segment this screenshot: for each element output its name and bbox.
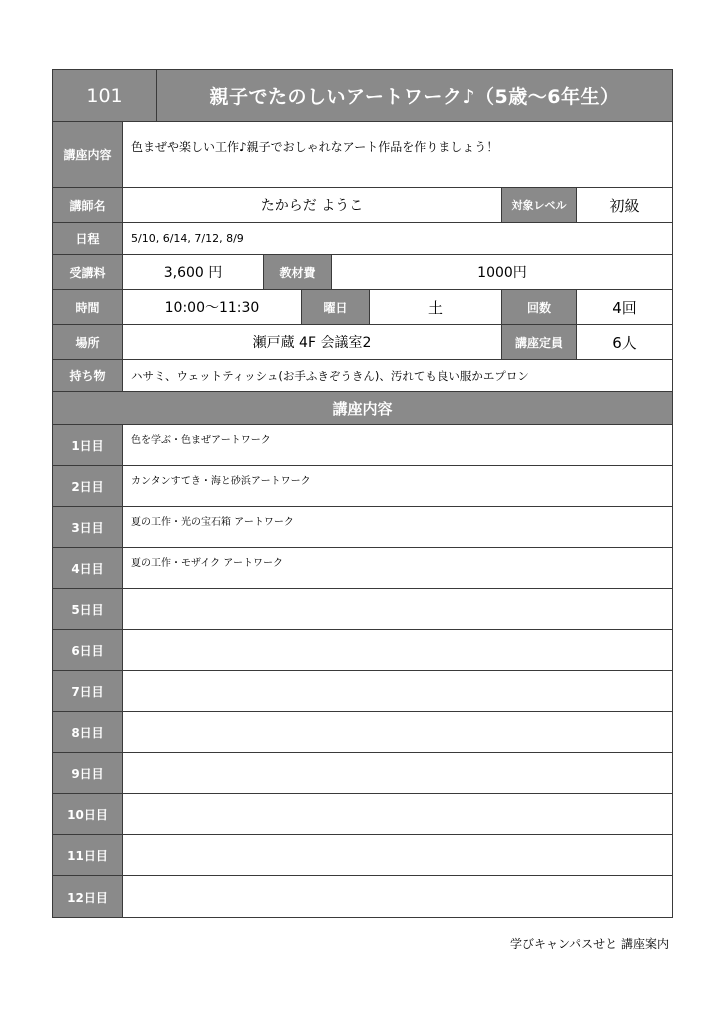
session-content <box>122 671 672 711</box>
schedule-row <box>53 223 672 255</box>
overview-row <box>53 122 672 188</box>
session-content <box>122 589 672 629</box>
session-content <box>122 753 672 793</box>
session-label: 1日目 <box>53 425 122 465</box>
level-value: 初級 <box>576 188 672 222</box>
venue-value: 瀬戸蔵 4F 会議室2 <box>122 325 501 359</box>
materials-fee-label: 教材費 <box>263 255 331 289</box>
session-label: 7日目 <box>53 671 122 711</box>
instructor-label: 講師名 <box>53 188 122 222</box>
session-label: 3日目 <box>53 507 122 547</box>
course-sheet <box>52 69 673 918</box>
capacity-value: 6人 <box>576 325 672 359</box>
time-row <box>53 290 672 325</box>
schedule-label: 日程 <box>53 223 122 254</box>
session-row <box>53 466 672 507</box>
session-row <box>53 753 672 794</box>
materials-fee-value: 1000円 <box>331 255 672 289</box>
sessions-count-value: 4回 <box>576 290 672 324</box>
session-content: 夏の工作・光の宝石箱 アートワーク <box>122 507 672 547</box>
weekday-label: 曜日 <box>301 290 369 324</box>
session-content <box>122 835 672 875</box>
session-content <box>122 876 672 917</box>
session-content: 色を学ぶ・色まぜアートワーク <box>122 425 672 465</box>
session-content: 夏の工作・モザイク アートワーク <box>122 548 672 588</box>
course-title: 親子でたのしいアートワーク♪（5歳～6年生） <box>156 70 672 121</box>
session-content: カンタンすてき・海と砂浜アートワーク <box>122 466 672 506</box>
session-label: 9日目 <box>53 753 122 793</box>
fee-value: 3,600 円 <box>122 255 263 289</box>
session-label: 8日目 <box>53 712 122 752</box>
venue-row <box>53 325 672 360</box>
belongings-label: 持ち物 <box>53 360 122 391</box>
session-row <box>53 794 672 835</box>
schedule-value: 5/10, 6/14, 7/12, 8/9 <box>122 223 672 254</box>
course-number: 101 <box>53 70 156 121</box>
overview-text: 色まぜや楽しい工作♪親子でおしゃれなアート作品を作りましょう！ <box>122 122 672 187</box>
venue-label: 場所 <box>53 325 122 359</box>
section-header-row <box>53 392 672 425</box>
session-label: 5日目 <box>53 589 122 629</box>
session-row <box>53 507 672 548</box>
session-row <box>53 835 672 876</box>
level-label: 対象レベル <box>501 188 576 222</box>
sessions-count-label: 回数 <box>501 290 576 324</box>
session-label: 4日目 <box>53 548 122 588</box>
session-label: 2日目 <box>53 466 122 506</box>
belongings-value: ハサミ、ウェットティッシュ(お手ふきぞうきん)、汚れても良い服かエプロン <box>122 360 672 391</box>
title-row <box>53 70 672 122</box>
fee-label: 受講料 <box>53 255 122 289</box>
session-row <box>53 630 672 671</box>
session-content <box>122 794 672 834</box>
overview-label: 講座内容 <box>53 122 122 187</box>
time-label: 時間 <box>53 290 122 324</box>
session-label: 6日目 <box>53 630 122 670</box>
session-row <box>53 425 672 466</box>
session-row <box>53 671 672 712</box>
weekday-value: 土 <box>369 290 501 324</box>
capacity-label: 講座定員 <box>501 325 576 359</box>
session-content <box>122 630 672 670</box>
belongings-row <box>53 360 672 392</box>
session-row <box>53 589 672 630</box>
instructor-name: たからだ ようこ <box>122 188 501 222</box>
session-row <box>53 876 672 917</box>
footer-text: 学びキャンパスせと 講座案内 <box>510 937 669 951</box>
section-header: 講座内容 <box>332 399 393 418</box>
session-label: 10日目 <box>53 794 122 834</box>
session-label: 11日目 <box>53 835 122 875</box>
session-label: 12日目 <box>53 876 122 917</box>
session-row <box>53 548 672 589</box>
instructor-row <box>53 188 672 223</box>
session-row <box>53 712 672 753</box>
time-value: 10:00～11:30 <box>122 290 301 324</box>
session-content <box>122 712 672 752</box>
fee-row <box>53 255 672 290</box>
